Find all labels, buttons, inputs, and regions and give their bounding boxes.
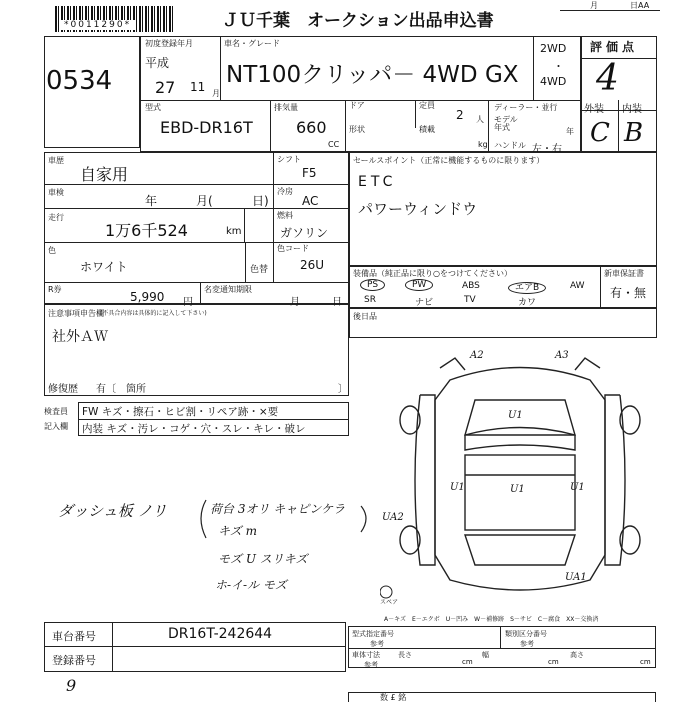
- drive-4wd: 4WD: [540, 75, 567, 88]
- handwritten-note-1: ダッシュ板 ノリ: [58, 502, 167, 520]
- equip-ps: PS: [360, 280, 385, 290]
- class-ref-label: 参考: [520, 640, 534, 648]
- shift-label: シフト: [277, 155, 301, 164]
- color-code-label: 色コード: [277, 244, 309, 253]
- aircon-value: AC: [302, 194, 319, 208]
- vehicle-name-label: 車名・グレード: [224, 39, 280, 48]
- repair-close: 〕: [338, 384, 348, 395]
- type-designation-label: 型式指定番号: [352, 630, 394, 638]
- handle-label: ハンドル: [494, 141, 526, 150]
- dims-label: 車体寸法: [352, 651, 380, 659]
- equipment-label: 装備品（純正品に限り○をつけてください）: [353, 269, 512, 278]
- length-label: 長さ: [398, 651, 412, 659]
- notes-label: 注意事項申告欄: [48, 309, 104, 318]
- car-history-value: 自家用: [80, 165, 129, 184]
- drive-dot: ・: [553, 60, 564, 73]
- mark-u1-left: U1: [450, 482, 465, 493]
- load-label: 積載: [419, 125, 435, 134]
- equip-tv: TV: [464, 295, 476, 305]
- notes-content: 社外ＡＷ: [52, 329, 108, 345]
- new-car-warranty-value: 有・無: [610, 286, 647, 300]
- load-unit: kg: [478, 140, 488, 149]
- height-label: 高さ: [570, 651, 584, 659]
- height-unit: cm: [640, 658, 651, 666]
- type-ref-label: 参考: [370, 640, 384, 648]
- capacity-label: 定員: [419, 101, 435, 110]
- shape-label: 形状: [349, 125, 365, 134]
- fuel-label: 燃料: [277, 211, 293, 220]
- notes-label-note: (不具合内容は具体的に記入して下さい): [100, 310, 207, 317]
- mark-u1-center: U1: [510, 484, 525, 495]
- score-value: 4: [596, 58, 619, 99]
- registration-year: 27: [155, 78, 176, 97]
- recycle-unit: 円: [183, 297, 193, 308]
- equip-sr: SR: [364, 295, 376, 305]
- rear-items-label: 後日品: [353, 312, 377, 321]
- dealer-label: ディーラー・並行: [494, 103, 558, 112]
- recycle-value: 5,990: [130, 290, 165, 304]
- mileage-unit: km: [226, 226, 242, 237]
- selling-point-2: パワーウィンドウ: [358, 200, 478, 218]
- repair-unit: 箇所: [126, 384, 146, 395]
- color-code-value: 26U: [300, 258, 325, 272]
- repair-value: 有〔: [96, 384, 116, 395]
- displacement-unit: CC: [328, 140, 340, 149]
- frame-value: DR16T-242644: [168, 626, 273, 642]
- repair-label: 修復歴: [48, 384, 78, 395]
- selling-point-1: ETC: [358, 174, 397, 190]
- model-info-block: [348, 626, 656, 668]
- spare-label: スペア: [380, 599, 399, 606]
- registration-month: 11: [190, 80, 206, 94]
- handwritten-note-3: キズ m: [218, 524, 257, 538]
- color-change-label: 色替: [250, 265, 269, 275]
- color-label: 色: [48, 246, 56, 255]
- car-history-label: 車歴: [48, 156, 64, 165]
- date-day-label: 日AA: [630, 1, 650, 10]
- equip-pw: PW: [405, 280, 433, 290]
- mileage-label: 走行: [48, 213, 64, 222]
- handwritten-note-5: ホ-イ-ル モズ: [215, 578, 287, 592]
- damage-legend: A－キズ E－エクボ U－凹み W－補修跡 S－サビ C－腐食 XX－交換済: [384, 616, 599, 623]
- displacement-value: 660: [296, 118, 327, 137]
- mark-u1-right: U1: [570, 482, 585, 493]
- frame-label: 車台番号: [52, 630, 96, 643]
- footer-mark: 9: [66, 676, 77, 695]
- selling-points-label: セールスポイント（正常に機能するものに限ります）: [353, 156, 545, 165]
- inspector-row-1: FW キズ・擦石・ヒビ割・リペア跡・×要: [82, 406, 279, 418]
- width-label: 幅: [482, 651, 489, 659]
- mark-u1-top: U1: [508, 410, 523, 421]
- recycle-label: R券: [48, 285, 62, 294]
- equip-abs: ABS: [462, 281, 480, 291]
- model-year-label: モデル年式: [494, 115, 518, 132]
- shift-value: F5: [302, 166, 317, 180]
- mark-a2: A2: [470, 350, 484, 361]
- barcode-text: *0011290*: [60, 20, 135, 30]
- registration-era: 平成: [145, 56, 170, 70]
- equip-airbag: エアB: [508, 280, 546, 293]
- color-value: ホワイト: [80, 260, 128, 274]
- equip-navi: ナビ: [415, 298, 434, 308]
- footer-partial-text: 数 £ 銘: [380, 693, 407, 702]
- note-bracket: [196, 496, 376, 542]
- inspection-month-unit: 月(: [196, 194, 213, 208]
- new-car-warranty-label: 新車保証書: [604, 269, 644, 278]
- length-unit: cm: [462, 658, 473, 666]
- year-unit: 年: [566, 127, 574, 136]
- registration-month-unit: 月: [212, 89, 220, 98]
- interior-label: 内装: [622, 104, 642, 115]
- model-label: 型式: [145, 103, 161, 112]
- inspection-label: 車検: [48, 188, 64, 197]
- handwritten-note-2: 荷台 3オリ キャピンケラ: [210, 502, 346, 516]
- model-value: EBD-DR16T: [160, 118, 253, 137]
- fuel-value: ガソリン: [280, 226, 329, 240]
- displacement-label: 排気量: [274, 103, 298, 112]
- inspection-year-unit: 年: [145, 194, 158, 208]
- class-label: 類別区分番号: [505, 630, 547, 638]
- door-label: ドア: [349, 101, 365, 110]
- date-month-label: 月: [590, 1, 598, 10]
- registration-number-label: 登録番号: [52, 654, 96, 667]
- exterior-label: 外装: [584, 104, 604, 115]
- mileage-value: 1万6千524: [105, 221, 188, 240]
- aircon-label: 冷房: [277, 187, 293, 196]
- dims-ref-label: 参考: [364, 661, 378, 669]
- exterior-grade: C: [590, 118, 610, 148]
- vehicle-damage-diagram: [380, 340, 660, 610]
- name-change-label: 名変通知期限: [204, 285, 252, 294]
- interior-grade: B: [624, 118, 644, 148]
- equip-leather: カワ: [518, 298, 537, 308]
- mark-a3: A3: [555, 350, 569, 361]
- inspector-label-1: 検査員: [44, 407, 68, 416]
- equip-aw: AW: [570, 281, 585, 291]
- mark-ua2: UA2: [382, 512, 404, 523]
- capacity-unit: 人: [476, 115, 484, 124]
- name-change-month: 月: [290, 297, 300, 308]
- handwritten-note-4: モズ U スリキズ: [218, 552, 308, 566]
- score-label: 評価点: [590, 40, 639, 54]
- drive-2wd: 2WD: [540, 42, 567, 55]
- vehicle-name: NT100クリッパ－ 4WD GX: [226, 62, 519, 88]
- mark-ua1: UA1: [565, 572, 587, 583]
- inspection-day-unit: 日): [252, 194, 269, 208]
- lot-number: 0534: [46, 66, 113, 96]
- name-change-day: 日: [332, 297, 342, 308]
- width-unit: cm: [548, 658, 559, 666]
- inspector-row-2: 内装 キズ・汚レ・コゲ・穴・スレ・キレ・破レ: [82, 423, 306, 435]
- capacity-value: 2: [456, 108, 464, 122]
- registration-label: 初度登録年月: [145, 39, 193, 48]
- handle-value: 左・右: [532, 144, 562, 155]
- inspector-label-2: 記入欄: [44, 422, 68, 431]
- form-title: ＪＵ千葉 オークション出品申込書: [222, 11, 494, 31]
- rear-items-block: [349, 308, 657, 338]
